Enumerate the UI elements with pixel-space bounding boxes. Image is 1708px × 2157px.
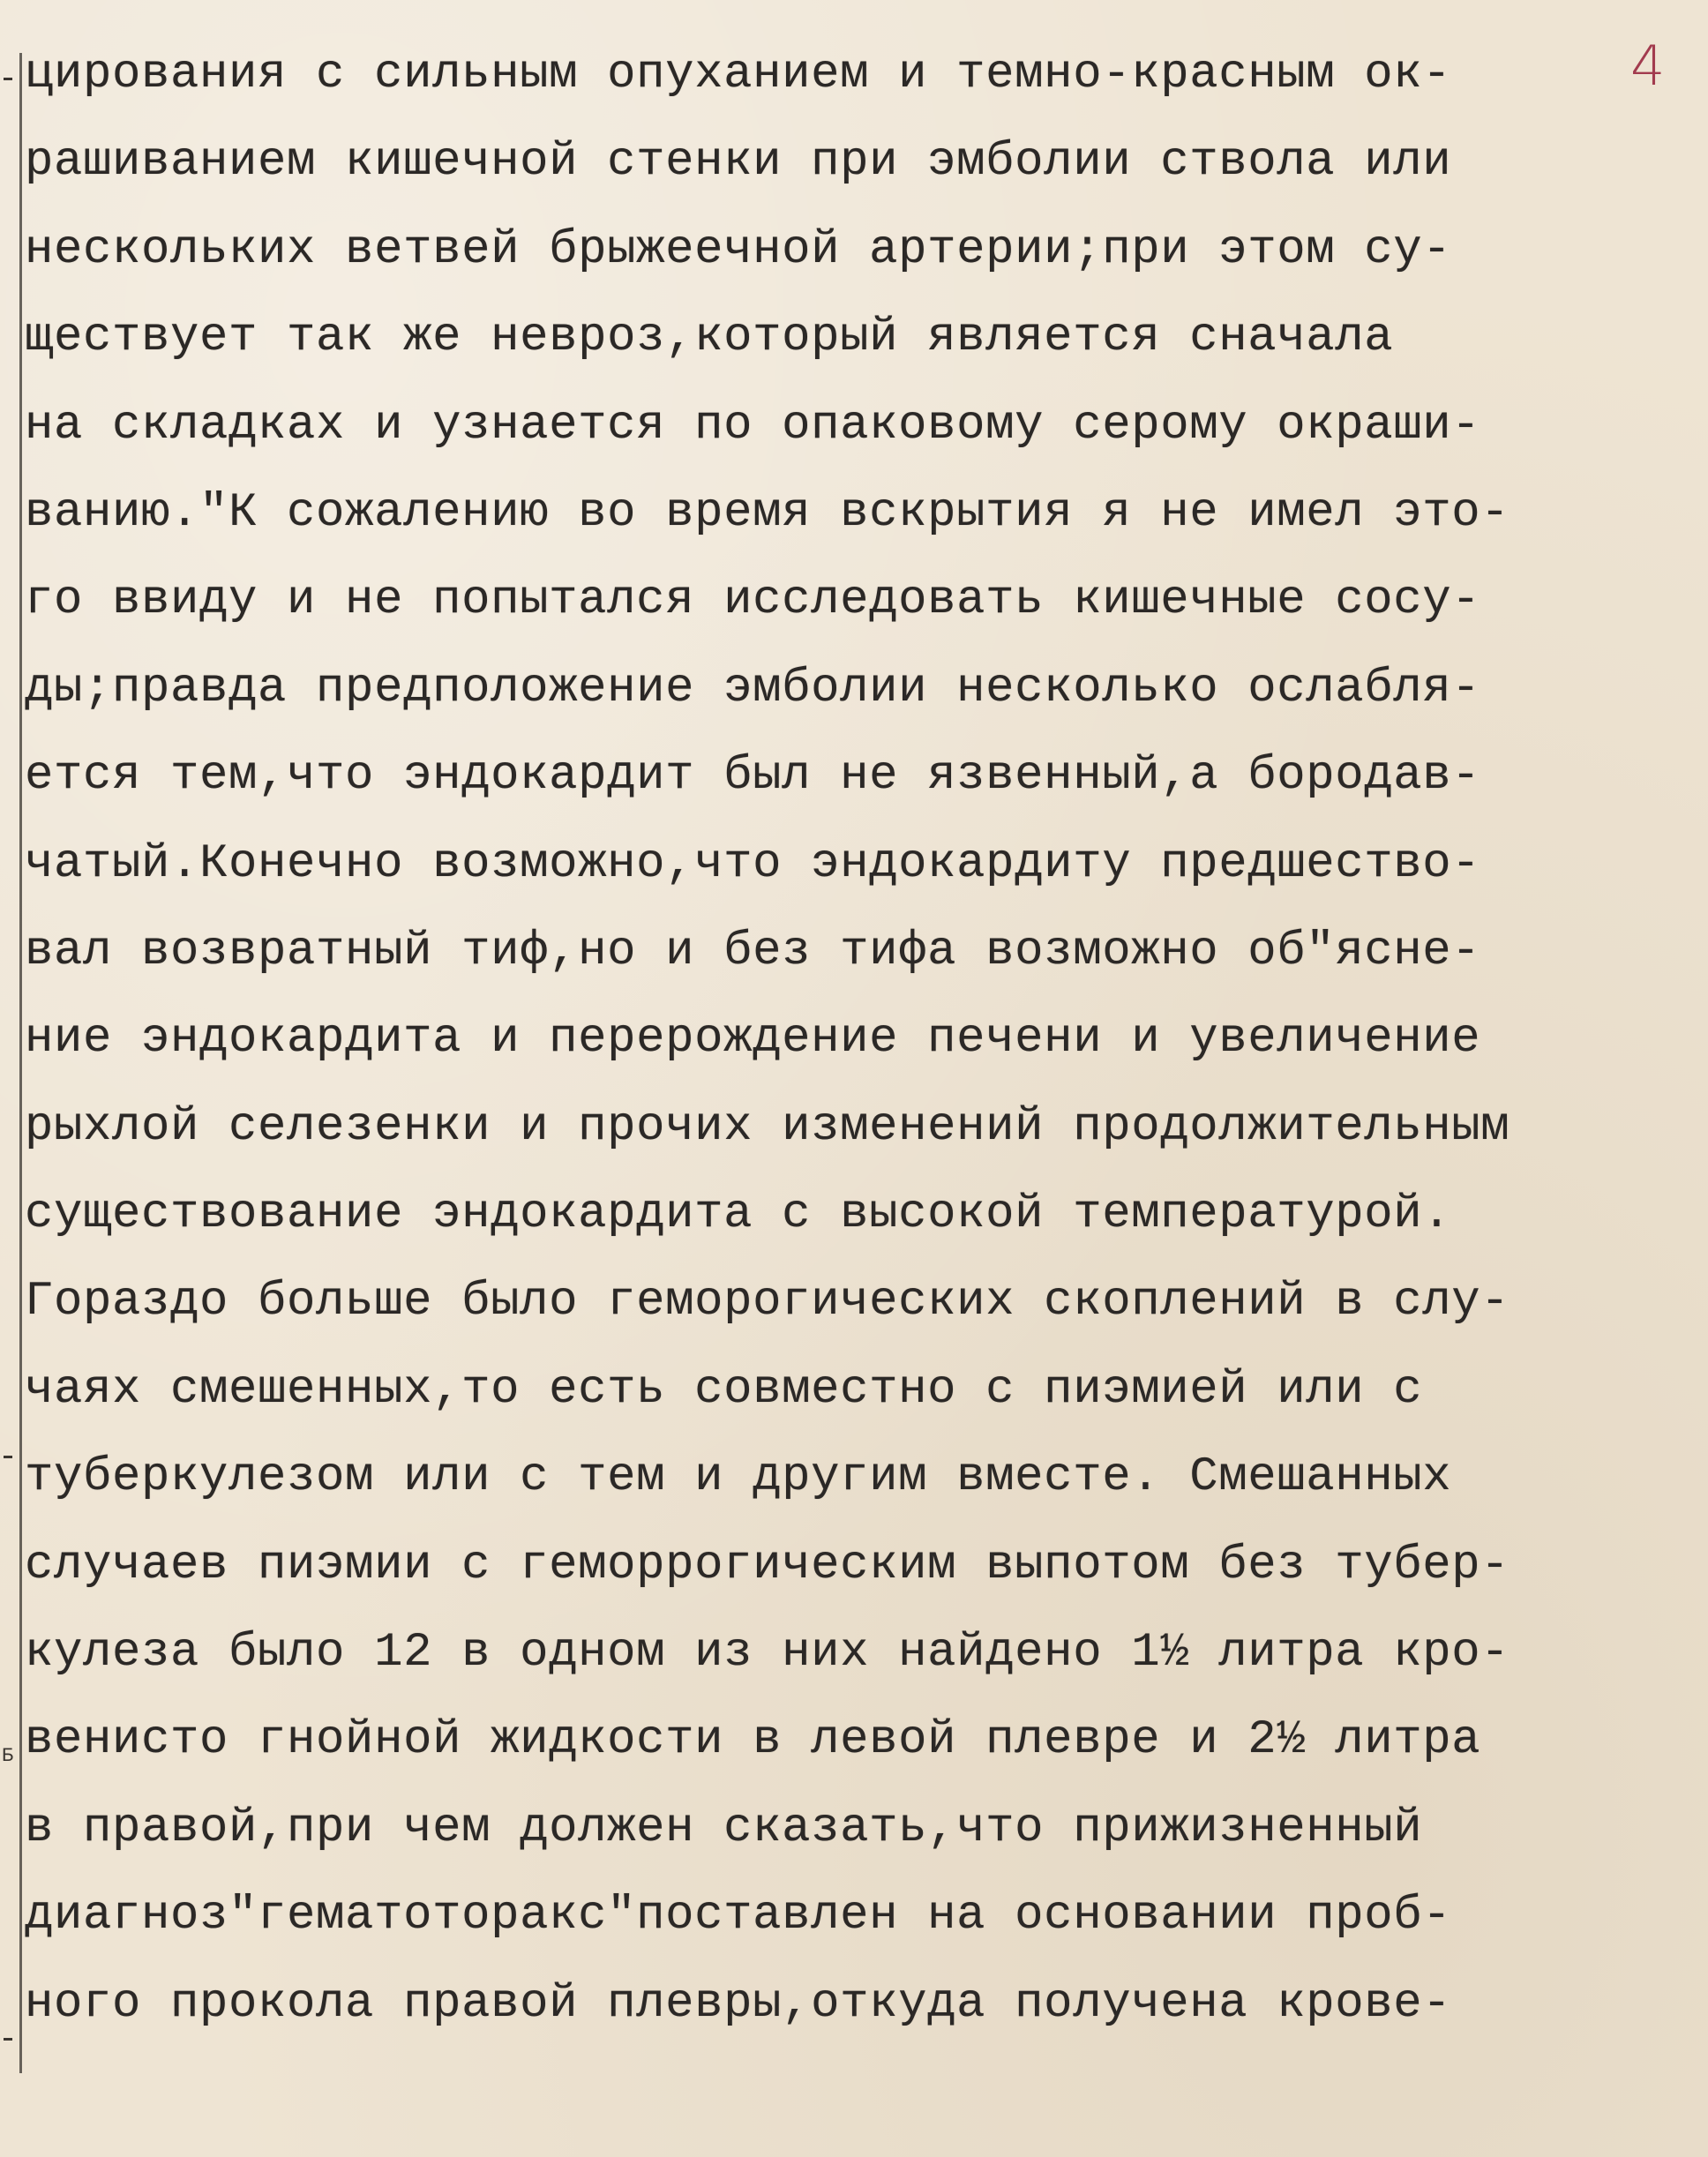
text-line: в правой,при чем должен сказать,что прижизненный xyxy=(25,1801,1423,1855)
text-line: чаях смешенных,то есть совместно с пиэмией или с xyxy=(25,1362,1423,1417)
text-line: кулеза было 12 в одном из них найдено 1½ литра кро- xyxy=(25,1626,1510,1681)
text-line: диагноз"гематоторакс"поставлен на основании проб- xyxy=(25,1889,1452,1944)
text-line: ного прокола правой плевры,откуда получена крове- xyxy=(25,1976,1452,2031)
typewritten-text xyxy=(25,31,1683,2048)
text-line: туберкулезом или с тем и другим вместе. Смешанных xyxy=(25,1450,1452,1505)
text-line: ществует так же невроз,который является сначала xyxy=(25,311,1394,365)
text-line: рашиванием кишечной стенки при эмболии ствола или xyxy=(25,135,1452,190)
text-line: вал возвратный тиф,но и без тифа возможно об"ясне- xyxy=(25,924,1481,978)
page-number: 4 xyxy=(1630,34,1666,98)
left-margin-rule xyxy=(19,53,22,2073)
text-line: ние эндокардита и перерождение печени и увеличение xyxy=(25,1012,1481,1067)
edge-tick-mark xyxy=(4,78,12,80)
text-line: нескольких ветвей брыжеечной артерии;при этом су- xyxy=(25,222,1452,277)
text-line: чатый.Конечно возможно,что эндокардиту предшество- xyxy=(25,836,1481,891)
text-line: Гораздо больше было геморогических скоплений в слу- xyxy=(25,1275,1510,1329)
text-line: цирования с сильным опуханием и темно-красным ок- xyxy=(25,48,1452,101)
text-line: ванию."К сожалению во время вскрытия я не имел это- xyxy=(25,485,1510,540)
text-line: существование эндокардита с высокой температурой. xyxy=(25,1187,1452,1242)
edge-tick-mark xyxy=(4,1456,12,1458)
margin-mark: Б xyxy=(2,1745,14,1767)
text-line: случаев пиэмии с геморрогическим выпотом без тубер- xyxy=(25,1538,1510,1592)
text-line: ется тем,что эндокардит был не язвенный,а бородав- xyxy=(25,749,1481,804)
edge-tick-mark xyxy=(4,2038,12,2041)
text-line: венисто гнойной жидкости в левой плевре и 2½ литра xyxy=(25,1713,1481,1768)
text-line: на складках и узнается по опаковому серому окраши- xyxy=(25,398,1481,453)
text-line: го ввиду и не попытался исследовать кишечные сосу- xyxy=(25,573,1481,628)
text-line: ды;правда предположение эмболии несколько ослабля- xyxy=(25,661,1481,715)
text-line: рыхлой селезенки и прочих изменений продолжительным xyxy=(25,1099,1510,1154)
